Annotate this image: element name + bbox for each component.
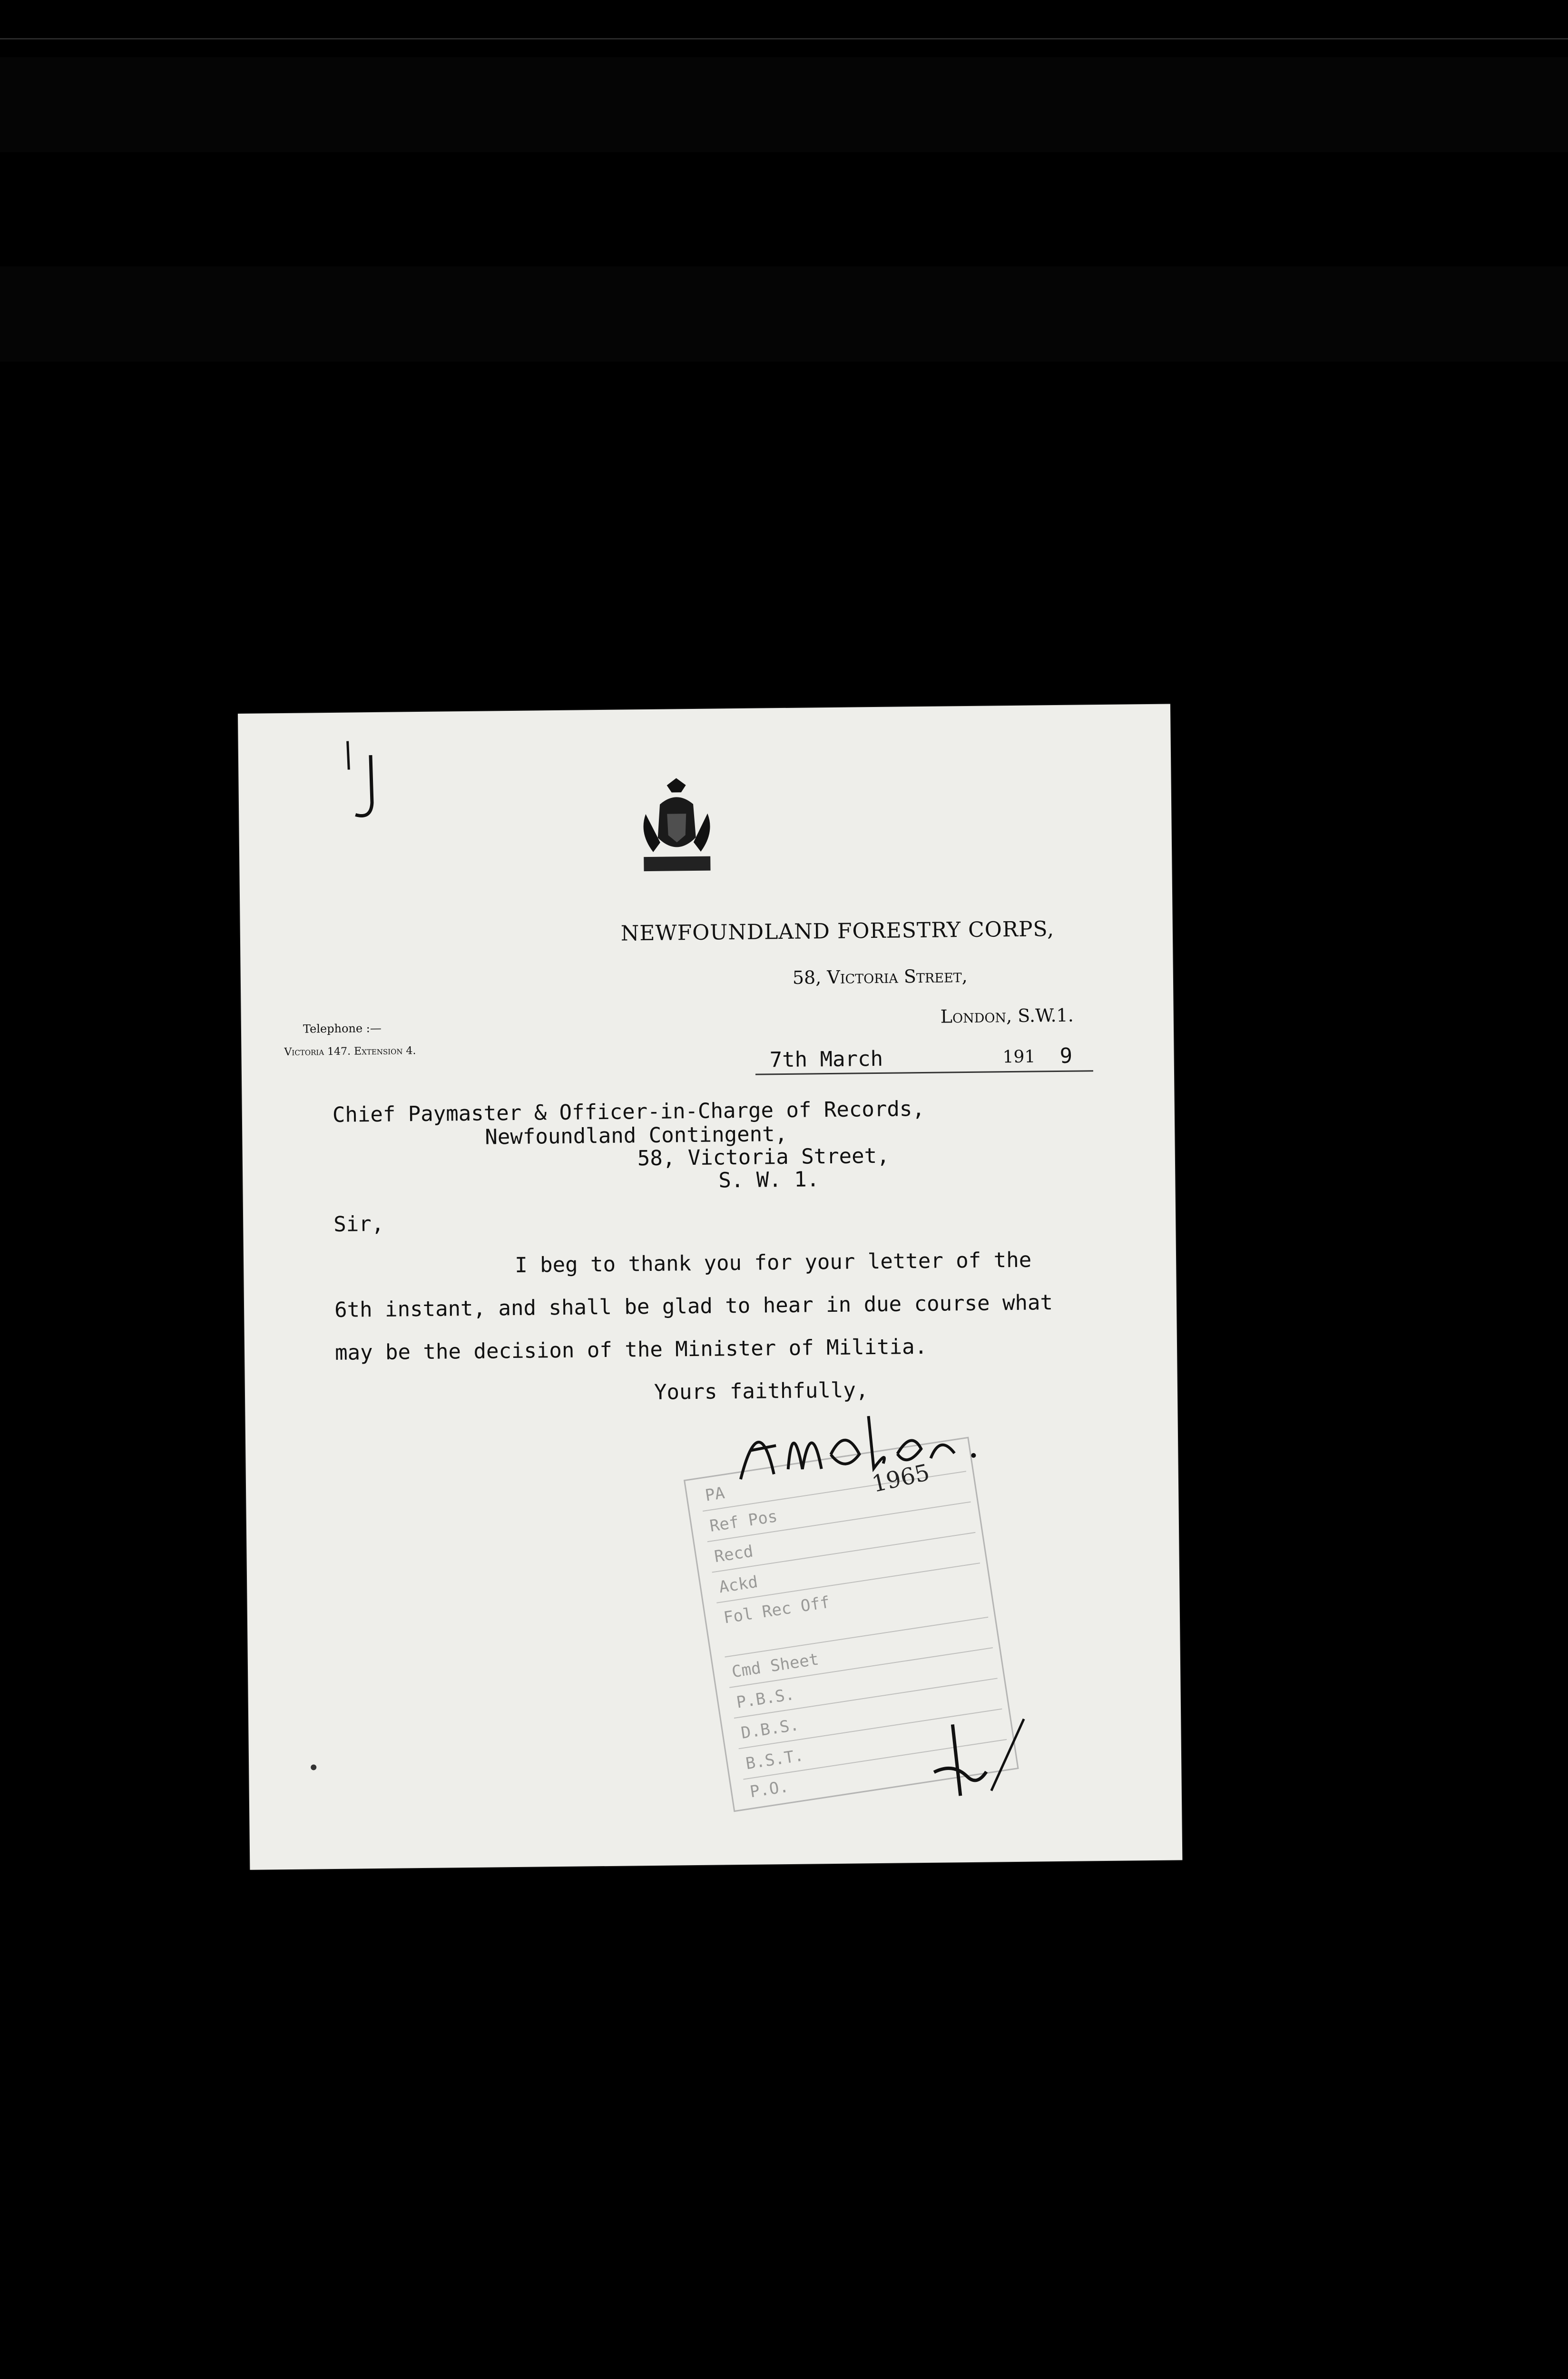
royal-coat-of-arms-icon [633,775,720,881]
stamp-row: Fol Rec Off [722,1593,831,1628]
body-line: may be the decision of the Minister of Militia. [334,1334,928,1365]
salutation: Sir, [333,1211,384,1237]
date-year-prefix: 191 [1002,1047,1036,1067]
stamp-number: 1965 [869,1459,932,1498]
stamp-row: B.S.T. [744,1746,805,1774]
recipient-line: Chief Paymaster & Officer-in-Charge of Records, [332,1096,925,1127]
body-line: I beg to thank you for your letter of the [514,1248,1032,1278]
stamp-row: Recd [713,1542,755,1567]
stamp-row: P.O. [748,1777,790,1802]
stamp-row: Cmd Sheet [730,1650,820,1682]
letter-page [238,704,1182,1869]
closing: Yours faithfully, [654,1378,869,1405]
recipient-line: S. W. 1. [718,1167,820,1193]
date-line [755,1042,1093,1075]
handwritten-signature [730,1396,1017,1503]
recipient-line: Newfoundland Contingent, [485,1121,788,1150]
telephone-number: Victoria 147. Extension 4. [284,1045,416,1059]
date-day-month: 7th March [769,1046,883,1072]
stamp-row: D.B.S. [739,1715,801,1743]
stamp-row: Ref Pos [708,1506,779,1536]
telephone-label: Telephone :— [303,1021,382,1036]
film-top-rule [0,38,1568,39]
stamp-row: P.B.S. [735,1684,796,1712]
ink-spot [311,1764,316,1770]
letterhead-corps: NEWFOUNDLAND FORESTRY CORPS, [620,917,1055,946]
film-scan-band [0,57,1568,152]
letterhead-street: 58, Victoria Street, [792,965,968,988]
handwritten-initial [924,1714,1034,1825]
date-year-digit: 9 [1059,1043,1073,1068]
letterhead-city: London, S.W.1. [940,1004,1074,1027]
body-line: 6th instant, and shall be glad to hear in due course what [334,1290,1053,1322]
stamp-row: Ackd [717,1572,759,1597]
film-scan-band [0,266,1568,362]
stamp-row: PA [704,1483,726,1505]
handwritten-j-mark [333,736,392,822]
recipient-line: 58, Victoria Street, [637,1143,890,1171]
